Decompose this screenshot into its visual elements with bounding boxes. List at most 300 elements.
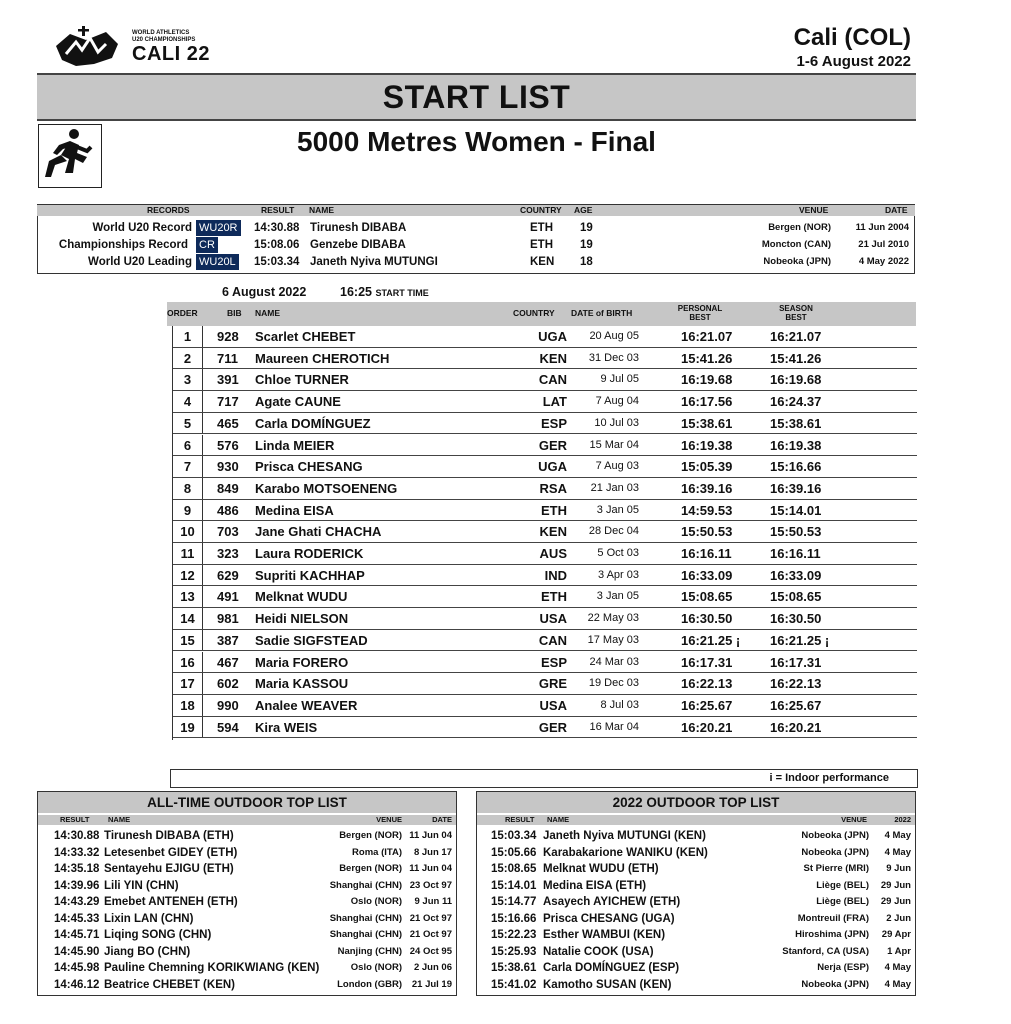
athlete-order: 18 (173, 695, 203, 716)
season-title: 2022 OUTDOOR TOP LIST (477, 792, 915, 813)
legend-box (170, 769, 918, 788)
alltime-row (38, 911, 456, 928)
season-name: Kamotho SUSAN (KEN) (543, 978, 672, 991)
alltime-venue: Oslo (NOR) (350, 896, 402, 907)
alltime-row (38, 927, 456, 944)
header-order: ORDER (167, 308, 198, 318)
logo-text: CALI 22 (132, 43, 210, 65)
athlete-dob: 10 Jul 03 (594, 416, 639, 429)
alltime-venue: Bergen (NOR) (339, 863, 402, 874)
athlete-bib: 486 (217, 502, 239, 518)
alltime-result: 14:43.29 (54, 896, 100, 908)
athlete-bib: 703 (217, 524, 239, 540)
alltime-result: 14:30.88 (54, 830, 100, 842)
athlete-name: Prisca CHESANG (255, 459, 363, 475)
athlete-season-best: 15:50.53 (770, 524, 822, 540)
athlete-personal-best: 16:25.67 (681, 697, 733, 713)
alltime-result: 14:45.98 (54, 962, 100, 974)
record-age: 19 (580, 222, 593, 234)
alltime-row (38, 960, 456, 977)
alltime-name: Emebet ANTENEH (ETH) (104, 896, 238, 908)
season-row (477, 944, 915, 961)
alltime-name: Lili YIN (CHN) (104, 879, 179, 892)
header-season-best: SEASON BEST (779, 304, 813, 322)
athlete-season-best: 15:14.01 (770, 502, 822, 518)
alltime-date: 2 Jun 06 (413, 962, 452, 973)
athlete-name: Kira WEIS (255, 719, 318, 735)
race-time (340, 285, 429, 299)
alltime-row (38, 944, 456, 961)
athlete-bib: 491 (217, 589, 239, 605)
athlete-country: GER (538, 437, 567, 453)
athlete-country: ESP (540, 654, 567, 670)
athlete-season-best: 16:22.13 (770, 676, 822, 692)
athlete-dob: 20 Aug 05 (589, 330, 639, 342)
season-date: 4 May (884, 830, 911, 841)
athlete-season-best: 16:30.50 (770, 611, 822, 627)
season-row (477, 861, 915, 878)
season-venue: Hiroshima (JPN) (795, 929, 869, 940)
athlete-country: RSA (539, 480, 567, 496)
athlete-name: Maria KASSOU (255, 676, 349, 692)
athlete-bib: 629 (217, 567, 239, 583)
records-header-age: AGE (574, 205, 593, 215)
athlete-season-best: 16:19.38 (770, 437, 822, 453)
season-date: 2 Jun (886, 912, 911, 924)
athlete-personal-best: 16:22.13 (681, 676, 733, 692)
alltime-name: Letesenbet GIDEY (ETH) (104, 846, 238, 859)
athlete-dob: 3 Jan 05 (596, 590, 639, 603)
alltime-date: 24 Oct 95 (409, 945, 452, 957)
athlete-order: 6 (173, 435, 203, 456)
athlete-country: UGA (538, 459, 567, 475)
athlete-dob: 7 Aug 03 (595, 460, 639, 473)
alltime-header-result: RESULT (60, 815, 90, 824)
athlete-bib: 717 (217, 394, 239, 410)
season-venue: Montreuil (FRA) (797, 912, 869, 924)
season-header-year: 2022 (894, 815, 911, 824)
athlete-order: 17 (173, 673, 203, 694)
athlete-row (173, 435, 917, 457)
season-date: 29 Apr (881, 929, 911, 940)
athlete-row (173, 652, 917, 674)
record-venue: Moncton (CAN) (761, 239, 831, 250)
alltime-row (38, 828, 456, 845)
season-name: Carla DOMÍNGUEZ (ESP) (543, 962, 680, 974)
athlete-bib: 387 (217, 632, 239, 648)
alltime-result: 14:45.90 (54, 945, 100, 958)
record-venue: Bergen (NOR) (768, 222, 831, 233)
records-header-records: RECORDS (147, 205, 190, 215)
athlete-bib: 391 (217, 372, 239, 388)
athlete-country: LAT (542, 394, 567, 410)
athlete-bib: 990 (217, 697, 239, 713)
athlete-country: USA (539, 611, 567, 627)
alltime-date: 11 Jun 04 (409, 863, 452, 874)
alltime-header-name: NAME (108, 815, 131, 824)
athlete-order: 3 (173, 369, 203, 390)
season-header-name: NAME (547, 815, 570, 824)
athlete-personal-best: 16:21.07 (681, 329, 733, 344)
alltime-row (38, 845, 456, 862)
athlete-name: Maureen CHEROTICH (255, 350, 390, 366)
alltime-row (38, 861, 456, 878)
athlete-bib: 323 (217, 546, 239, 561)
athlete-country: UGA (538, 329, 567, 344)
athlete-personal-best: 16:16.11 (681, 546, 732, 561)
athlete-bib: 928 (217, 329, 239, 344)
athlete-dob: 3 Apr 03 (598, 568, 639, 581)
logo-line-1: WORLD ATHLETICS (132, 30, 190, 36)
athlete-name: Agate CAUNE (255, 394, 341, 410)
athlete-country: IND (544, 567, 567, 583)
alltime-venue: Bergen (NOR) (339, 830, 402, 841)
athlete-order: 9 (173, 500, 203, 521)
season-header (477, 815, 915, 825)
season-name: Melknat WUDU (ETH) (543, 863, 659, 875)
record-row (0, 220, 1011, 236)
athlete-dob: 24 Mar 03 (589, 655, 639, 668)
athlete-row (173, 630, 917, 652)
header-country: COUNTRY (513, 308, 555, 318)
season-venue: Nerja (ESP) (817, 962, 869, 973)
season-result: 15:05.66 (491, 846, 537, 859)
athlete-dob: 8 Jul 03 (600, 698, 639, 711)
athlete-bib: 849 (217, 480, 239, 496)
record-result: 15:03.34 (254, 256, 300, 268)
alltime-venue: Shanghai (CHN) (329, 929, 402, 940)
athlete-name: Supriti KACHHAP (255, 567, 365, 583)
athlete-dob: 31 Dec 03 (588, 351, 639, 364)
athlete-country: CAN (538, 632, 567, 648)
athlete-row (173, 413, 917, 435)
athlete-personal-best: 16:20.21 (681, 719, 733, 735)
season-name: Natalie COOK (USA) (543, 945, 654, 958)
athlete-name: Analee WEAVER (255, 697, 358, 713)
season-date: 4 May (884, 978, 911, 990)
alltime-venue: Nanjing (CHN) (337, 945, 402, 957)
alltime-name: Liqing SONG (CHN) (104, 929, 212, 941)
alltime-header (38, 815, 456, 825)
athlete-order: 11 (173, 543, 203, 564)
athlete-country: ETH (541, 589, 567, 605)
athlete-country: GRE (538, 676, 567, 692)
record-name: Genzebe DIBABA (310, 239, 406, 251)
season-result: 15:03.34 (491, 830, 537, 842)
record-name: Tirunesh DIBABA (310, 222, 407, 234)
athlete-order: 8 (173, 478, 203, 499)
athlete-order: 16 (173, 652, 203, 673)
season-result: 15:14.77 (491, 896, 537, 908)
season-row (477, 977, 915, 994)
alltime-venue: London (GBR) (337, 978, 402, 990)
athlete-name: Jane Ghati CHACHA (255, 524, 382, 540)
header-name: NAME (255, 308, 281, 318)
records-header-result: RESULT (261, 205, 295, 215)
athlete-name: Sadie SIGFSTEAD (255, 632, 368, 648)
alltime-name: Tirunesh DIBABA (ETH) (104, 830, 234, 842)
alltime-venue: Shanghai (CHN) (329, 879, 402, 891)
alltime-header-venue: VENUE (376, 815, 402, 824)
athlete-personal-best: 16:33.09 (681, 567, 733, 583)
season-row (477, 878, 915, 895)
athlete-order: 14 (173, 608, 203, 629)
athlete-order: 10 (173, 521, 203, 542)
athlete-country: USA (539, 697, 567, 713)
season-name: Asayech AYICHEW (ETH) (543, 896, 681, 908)
athlete-name: Medina EISA (255, 502, 334, 518)
athlete-season-best: 16:24.37 (770, 394, 822, 410)
season-venue: Stanford, CA (USA) (782, 945, 869, 957)
athlete-row (173, 521, 917, 543)
logo-line-2: U20 CHAMPIONSHIPS (132, 36, 196, 43)
alltime-result: 14:46.12 (54, 978, 100, 991)
record-country: ETH (530, 222, 553, 234)
athlete-country: ETH (541, 502, 567, 518)
alltime-name: Beatrice CHEBET (KEN) (104, 978, 235, 991)
season-result: 15:14.01 (491, 879, 537, 892)
athlete-bib: 465 (217, 415, 239, 431)
championship-logo (52, 24, 212, 72)
season-row (477, 894, 915, 911)
record-label: World U20 Leading (88, 256, 192, 268)
athlete-bib: 711 (217, 350, 238, 366)
record-label: Championships Record (58, 239, 188, 251)
athlete-bib: 602 (217, 676, 239, 692)
header-bib: BIB (227, 308, 242, 318)
records-header-venue: VENUE (799, 205, 829, 215)
athlete-country: KEN (539, 524, 567, 540)
season-date: 4 May (884, 846, 911, 858)
record-name: Janeth Nyiva MUTUNGI (310, 256, 438, 268)
season-result: 15:08.65 (491, 863, 537, 875)
athlete-bib: 930 (217, 459, 239, 475)
athlete-row (173, 586, 917, 608)
athlete-bib: 576 (217, 437, 239, 453)
alltime-date: 9 Jun 11 (414, 896, 452, 907)
athlete-name: Heidi NIELSON (255, 611, 349, 627)
alltime-result: 14:45.71 (54, 929, 100, 941)
athlete-season-best: 16:16.11 (770, 546, 821, 561)
athlete-dob: 16 Mar 04 (589, 720, 639, 733)
athlete-row (173, 348, 917, 370)
record-date: 4 May 2022 (858, 256, 909, 267)
alltime-row (38, 878, 456, 895)
season-venue: Liège (BEL) (816, 879, 869, 891)
athlete-personal-best: 14:59.53 (681, 502, 733, 518)
alltime-date: 23 Oct 97 (409, 879, 452, 891)
athlete-row (173, 673, 917, 695)
season-venue: Nobeoka (JPN) (801, 846, 869, 858)
championship-dates: 1-6 August 2022 (796, 53, 911, 70)
alltime-result: 14:39.96 (54, 879, 100, 892)
alltime-row (38, 977, 456, 994)
athlete-row (173, 608, 917, 630)
season-name: Karabakarione WANIKU (KEN) (543, 846, 708, 859)
alltime-venue: Shanghai (CHN) (329, 912, 402, 924)
athlete-season-best: 16:19.68 (770, 372, 822, 388)
start-list-banner (37, 73, 916, 121)
athlete-dob: 28 Dec 04 (588, 525, 639, 538)
athlete-season-best: 16:39.16 (770, 480, 822, 496)
alltime-title: ALL-TIME OUTDOOR TOP LIST (38, 792, 456, 813)
athlete-row (173, 543, 917, 565)
athlete-name: Carla DOMÍNGUEZ (255, 415, 371, 431)
record-date: 11 Jun 2004 (855, 222, 909, 233)
alltime-header-date: DATE (432, 815, 452, 824)
athlete-season-best: 16:21.07 (770, 329, 822, 344)
athlete-country: AUS (539, 546, 567, 561)
athlete-name: Laura RODERICK (255, 546, 364, 561)
athlete-season-best: 16:21.25 ¡ (770, 632, 830, 648)
athlete-season-best: 16:25.67 (770, 697, 822, 713)
alltime-venue: Oslo (NOR) (350, 962, 402, 973)
athlete-bib: 981 (217, 611, 239, 627)
athlete-personal-best: 16:19.68 (681, 372, 733, 388)
athlete-personal-best: 16:21.25 ¡ (681, 632, 741, 648)
record-result: 15:08.06 (254, 239, 300, 251)
record-country: ETH (530, 239, 553, 251)
season-venue: Liège (BEL) (816, 896, 869, 907)
record-label: World U20 Record (92, 222, 192, 234)
start-list-table (172, 326, 916, 740)
athlete-season-best: 16:33.09 (770, 567, 822, 583)
athlete-season-best: 15:38.61 (770, 415, 822, 431)
athlete-order: 13 (173, 586, 203, 607)
alltime-name: Pauline Chemning KORIKWIANG (KEN) (104, 962, 320, 974)
athlete-row (173, 695, 917, 717)
season-venue: Nobeoka (JPN) (801, 830, 869, 841)
athlete-dob: 21 Jan 03 (590, 481, 639, 494)
running-pictogram-icon (38, 124, 102, 188)
start-time: 16:25 (340, 285, 372, 299)
alltime-name: Sentayehu EJIGU (ETH) (104, 863, 234, 875)
record-tag: WU20L (196, 254, 239, 270)
athlete-order: 12 (173, 565, 203, 586)
athlete-row (173, 391, 917, 413)
season-result: 15:22.23 (491, 929, 537, 941)
cali-logo-icon (52, 24, 124, 72)
athlete-dob: 19 Dec 03 (588, 677, 639, 690)
athlete-name: Scarlet CHEBET (255, 329, 356, 344)
athlete-row (173, 478, 917, 500)
alltime-date: 21 Oct 97 (409, 912, 452, 924)
season-date: 4 May (884, 962, 911, 973)
athlete-name: Chloe TURNER (255, 372, 349, 388)
season-top-list (476, 791, 916, 996)
athlete-personal-best: 16:17.56 (681, 394, 733, 410)
athlete-season-best: 15:08.65 (770, 589, 822, 605)
records-header-name: NAME (309, 205, 335, 215)
athlete-personal-best: 16:39.16 (681, 480, 733, 496)
alltime-result: 14:35.18 (54, 863, 100, 875)
athlete-personal-best: 16:19.38 (681, 437, 733, 453)
athlete-row (173, 369, 917, 391)
athlete-season-best: 16:20.21 (770, 719, 822, 735)
record-country: KEN (530, 256, 555, 268)
alltime-date: 8 Jun 17 (413, 846, 452, 858)
alltime-result: 14:45.33 (54, 912, 100, 925)
season-venue: St Pierre (MRI) (803, 863, 869, 874)
alltime-date: 11 Jun 04 (409, 830, 452, 841)
athlete-row (173, 565, 917, 587)
athlete-name: Linda MEIER (255, 437, 335, 453)
season-name: Medina EISA (ETH) (543, 879, 647, 892)
athlete-country: ESP (540, 415, 567, 431)
record-venue: Nobeoka (JPN) (763, 256, 831, 267)
alltime-name: Lixin LAN (CHN) (104, 912, 194, 925)
athlete-dob: 15 Mar 04 (589, 438, 639, 451)
athlete-order: 2 (173, 348, 203, 369)
season-result: 15:16.66 (491, 912, 537, 925)
season-date: 9 Jun (886, 863, 911, 874)
season-venue: Nobeoka (JPN) (801, 978, 869, 990)
season-date: 29 Jun (880, 879, 911, 891)
race-date: 6 August 2022 (222, 285, 307, 299)
athlete-order: 5 (173, 413, 203, 434)
athlete-dob: 5 Oct 03 (597, 547, 639, 559)
athlete-personal-best: 15:05.39 (681, 459, 733, 475)
athlete-dob: 9 Jul 05 (600, 373, 639, 386)
athlete-row (173, 717, 917, 739)
host-city: Cali (COL) (793, 24, 911, 51)
alltime-date: 21 Oct 97 (409, 929, 452, 940)
records-header-date: DATE (885, 205, 908, 215)
athlete-name: Karabo MOTSOENENG (255, 480, 398, 496)
record-result: 14:30.88 (254, 222, 300, 234)
record-age: 18 (580, 256, 593, 268)
season-row (477, 911, 915, 928)
season-date: 1 Apr (887, 945, 911, 957)
athlete-country: KEN (539, 350, 567, 366)
season-row (477, 845, 915, 862)
season-name: Esther WAMBUI (KEN) (543, 929, 666, 941)
athlete-order: 7 (173, 456, 203, 477)
athlete-season-best: 15:16.66 (770, 459, 822, 475)
alltime-name: Jiang BO (CHN) (104, 945, 191, 958)
season-name: Janeth Nyiva MUTUNGI (KEN) (543, 830, 706, 842)
season-date: 29 Jun (880, 896, 911, 907)
banner-title: START LIST (382, 79, 571, 115)
athlete-dob: 3 Jan 05 (596, 503, 639, 516)
records-header-country: COUNTRY (520, 205, 562, 215)
season-row (477, 828, 915, 845)
season-result: 15:25.93 (491, 945, 537, 958)
record-row (0, 254, 1011, 270)
alltime-result: 14:33.32 (54, 846, 100, 859)
athlete-country: CAN (538, 372, 567, 388)
athlete-dob: 22 May 03 (587, 612, 639, 625)
season-result: 15:41.02 (491, 978, 537, 991)
season-header-venue: VENUE (841, 815, 867, 824)
season-row (477, 960, 915, 977)
athlete-personal-best: 15:38.61 (681, 415, 733, 431)
athlete-order: 1 (173, 326, 203, 347)
start-time-label: START TIME (375, 288, 429, 298)
athlete-personal-best: 15:50.53 (681, 524, 733, 540)
athlete-bib: 594 (217, 719, 239, 735)
start-list-header (167, 302, 916, 326)
athlete-personal-best: 15:08.65 (681, 589, 733, 605)
record-tag: CR (196, 237, 218, 253)
record-tag: WU20R (196, 220, 241, 236)
athlete-name: Melknat WUDU (255, 589, 348, 605)
athlete-personal-best: 15:41.26 (681, 350, 733, 366)
header-dob: DATE of BIRTH (571, 308, 633, 318)
record-date: 21 Jul 2010 (858, 239, 909, 250)
athlete-dob: 17 May 03 (587, 633, 639, 646)
athlete-order: 19 (173, 717, 203, 738)
